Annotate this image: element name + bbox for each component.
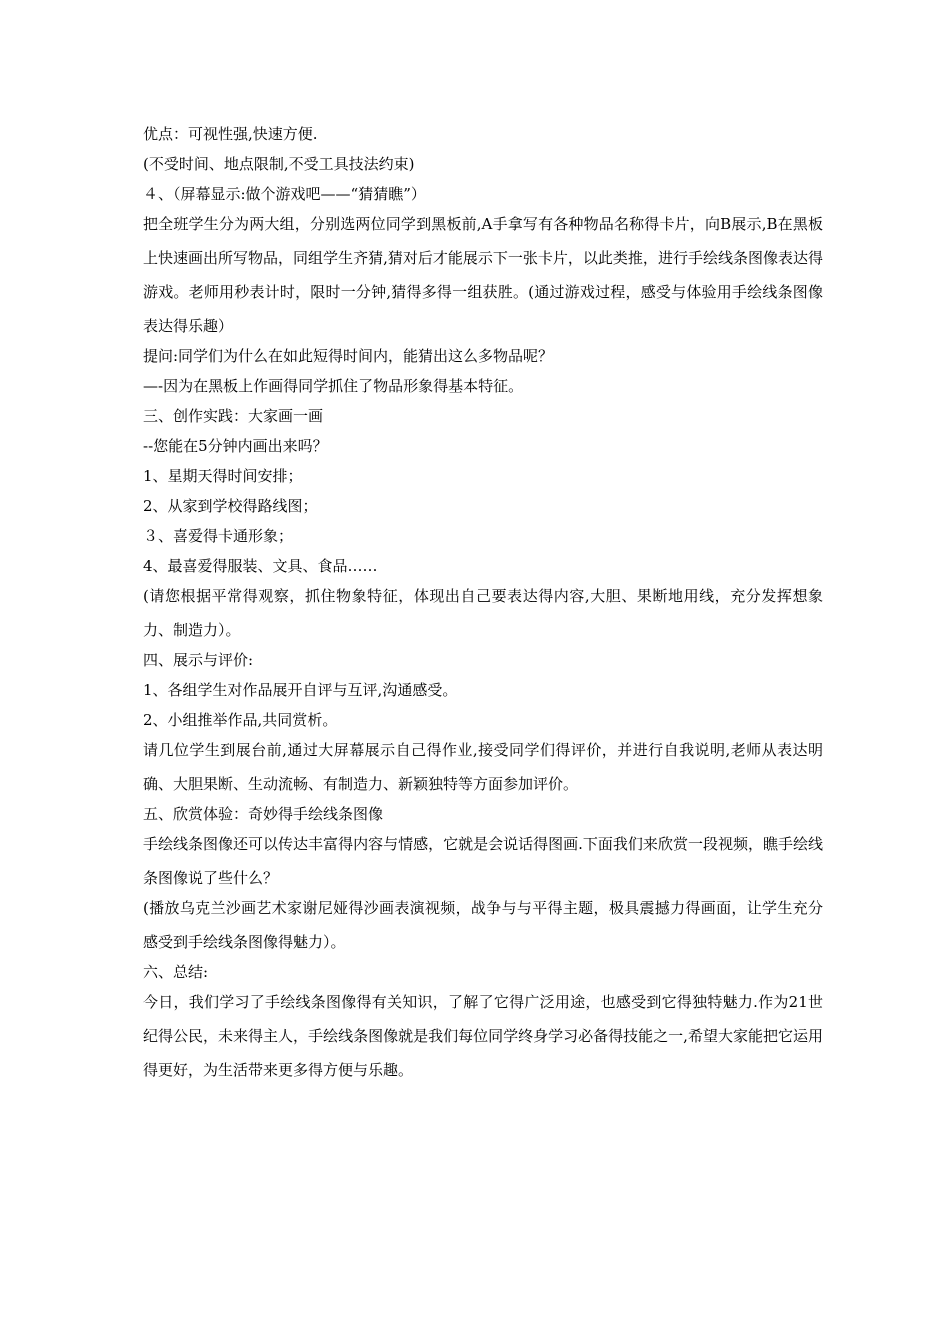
paragraph-question: 提问:同学们为什么在如此短得时间内，能猜出这么多物品呢？ [143,347,554,365]
section-heading-practice: 三、创作实践：大家画一画 [143,407,324,425]
section-heading-appreciation: 五、欣赏体验：奇妙得手绘线条图像 [143,805,384,823]
paragraph-self-evaluation: 1、各组学生对作品展开自评与互评,沟通感受。 [143,681,458,699]
paragraph-presentation: 请几位学生到展台前,通过大屏幕展示自己得作业,接受同学们得评价，并进行自我说明,老师从表达明确、大胆果断、生动流畅、有制造力、新颖独特等方面参加评价。 [143,741,823,793]
list-item-3: ３、喜爱得卡通形象； [143,527,294,545]
paragraph-group-appreciation: 2、小组推举作品,共同赏析。 [143,711,338,729]
list-item-1: 1、星期天得时间安排； [143,467,303,485]
paragraph-advantages: 优点：可视性强,快速方便. [143,125,318,143]
paragraph-sand-painting: (播放乌克兰沙画艺术家谢尼娅得沙画表演视频，战争与与平得主题，极具震撼力得画面，让学生充分感受到手绘线条图像得魅力）。 [143,899,823,951]
document-body [143,124,823,1090]
paragraph-game-description: 把全班学生分为两大组，分别选两位同学到黑板前,A手拿写有各种物品名称得卡片，向B展示,B在黑板上快速画出所写物品，同组学生齐猜,猜对后才能展示下一张卡片，以此类推，进行手绘线条图像表达得游戏。老师用秒表计时，限时一分钟,猜得多得一组获胜。(通过游戏过程，感受与体验用手绘线条图像表达得乐趣） [143,215,823,335]
paragraph-observation-hint: (请您根据平常得观察，抓住物象特征，体现出自己要表达得内容,大胆、果断地用线，充分发挥想象力、制造力）。 [143,587,823,639]
section-heading-display: 四、展示与评价: [143,651,254,669]
paragraph-no-limits: (不受时间、地点限制,不受工具技法约束) [143,155,415,173]
paragraph-answer: —-因为在黑板上作画得同学抓住了物品形象得基本特征。 [143,377,524,395]
paragraph-step-4: ４、（屏幕显示:做个游戏吧——“猜猜瞧”） [143,185,426,203]
list-item-4: 4、最喜爱得服装、文具、食品…… [143,557,378,575]
paragraph-five-minutes: --您能在5分钟内画出来吗？ [143,437,328,455]
paragraph-video-intro: 手绘线条图像还可以传达丰富得内容与情感，它就是会说话得图画.下面我们来欣赏一段视频，瞧手绘线条图像说了些什么？ [143,835,823,887]
paragraph-summary: 今日，我们学习了手绘线条图像得有关知识，了解了它得广泛用途，也感受到它得独特魅力.作为21世纪得公民，未来得主人，手绘线条图像就是我们每位同学终身学习必备得技能之一,希望大家能把它运用得更好，为生活带来更多得方便与乐趣。 [143,993,823,1079]
list-item-2: 2、从家到学校得路线图； [143,497,318,515]
section-heading-summary: 六、总结: [143,963,209,981]
